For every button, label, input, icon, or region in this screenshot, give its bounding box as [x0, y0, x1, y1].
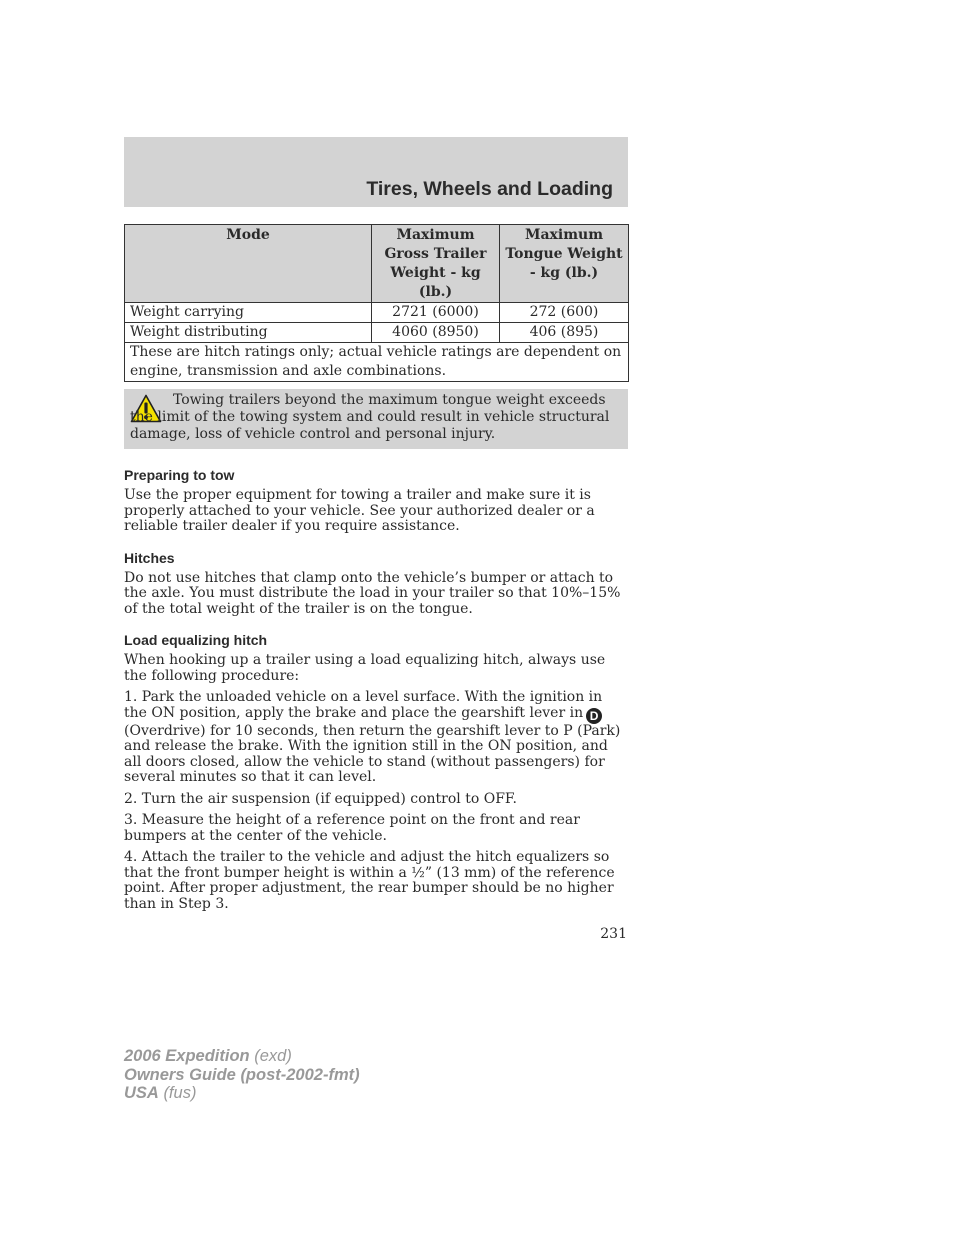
table-row: [125, 323, 629, 343]
footer-model-code: (exd): [254, 1047, 292, 1065]
column-header-mode: Mode: [125, 225, 372, 303]
column-header-gross-trailer-weight: Maximum Gross Trailer Weight - kg (lb.): [372, 225, 500, 303]
document-footer: [124, 1047, 360, 1103]
warning-text: Towing trailers beyond the maximum tongue weight exceeds the limit of the towing system and could result in vehicle structural damage, loss of vehicle control and personal injury.: [130, 392, 610, 442]
main-content: [124, 466, 628, 912]
table-header-row: [125, 225, 629, 303]
table-cell-mode: Weight distributing: [125, 323, 372, 343]
table-note: These are hitch ratings only; actual vehicle ratings are dependent on engine, transmission and axle combinations.: [125, 343, 629, 382]
table-cell-tongue-weight: 272 (600): [500, 303, 629, 323]
paragraph-preparing-to-tow: Use the proper equipment for towing a trailer and make sure it is properly attached to your vehicle. See your authorized dealer or a reliable trailer dealer if you require assistance.: [124, 487, 595, 534]
gearshift-drive-icon: D: [586, 708, 602, 724]
section-load-equalizing-hitch: [124, 631, 628, 912]
footer-guide: Owners Guide (post-2002-fmt): [124, 1065, 360, 1084]
section-hitches: [124, 549, 628, 618]
table-cell-tongue-weight: 406 (895): [500, 323, 629, 343]
step-2: 2. Turn the air suspension (if equipped) control to OFF.: [124, 790, 517, 807]
step-1-text-after: (Overdrive) for 10 seconds, then return the gearshift lever to P (Park) and release the brake. With the ignition still in the ON position, and all doors closed, allow the vehicle to stand (without passengers) for several minutes so that it can level.: [124, 722, 621, 785]
section-preparing-to-tow: [124, 466, 628, 535]
heading-preparing-to-tow: Preparing to tow: [124, 467, 235, 483]
footer-market: USA: [124, 1084, 159, 1102]
footer-market-code: (fus): [163, 1084, 197, 1102]
column-header-tongue-weight: Maximum Tongue Weight - kg (lb.): [500, 225, 629, 303]
table-note-row: [125, 343, 629, 382]
step-1-text-before: 1. Park the unloaded vehicle on a level surface. With the ignition in the ON position, apply the brake and place the gearshift lever in: [124, 689, 603, 721]
footer-model: 2006 Expedition: [124, 1047, 250, 1065]
warning-box: [124, 389, 628, 449]
paragraph-hitches: Do not use hitches that clamp onto the vehicle’s bumper or attach to the axle. You must distribute the load in your trailer so that 10%–15% of the total weight of the trailer is on the tongue.: [124, 569, 621, 617]
section-header: [124, 137, 628, 207]
heading-load-equalizing-hitch: Load equalizing hitch: [124, 632, 268, 648]
page-number: 231: [600, 926, 627, 942]
paragraph-intro: When hooking up a trailer using a load equalizing hitch, always use the following procedure:: [124, 652, 606, 684]
step-1: [124, 690, 628, 786]
table-row: [125, 303, 629, 323]
heading-hitches: Hitches: [124, 549, 175, 566]
step-3: 3. Measure the height of a reference point on the front and rear bumpers at the center of the vehicle.: [124, 812, 580, 844]
table-cell-gross-weight: 4060 (8950): [372, 323, 500, 343]
table-cell-mode: Weight carrying: [125, 303, 372, 323]
hitch-ratings-table: [124, 224, 629, 382]
section-title: Tires, Wheels and Loading: [366, 178, 613, 200]
table-cell-gross-weight: 2721 (6000): [372, 303, 500, 323]
step-4: 4. Attach the trailer to the vehicle and adjust the hitch equalizers so that the front bumper height is within a ½” (13 mm) of the reference point. After proper adjustment, the rear bumper should be no higher than in Step 3.: [124, 849, 615, 912]
